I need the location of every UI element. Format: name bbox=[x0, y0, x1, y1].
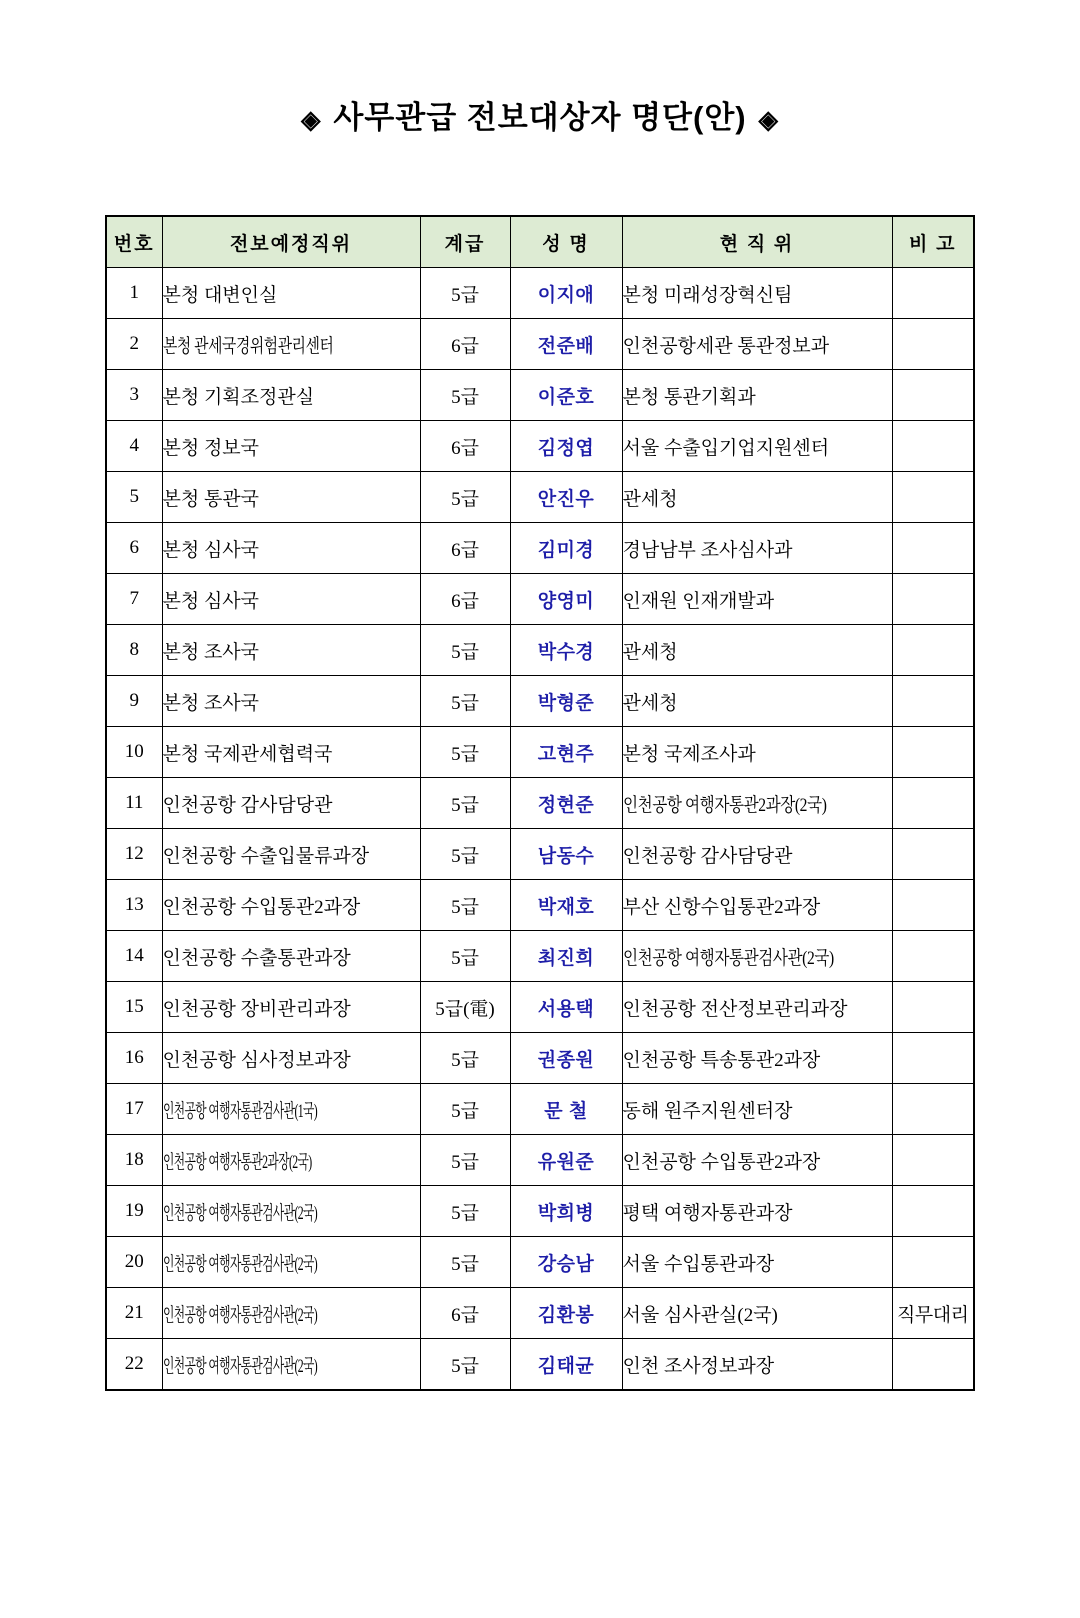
cell-no: 22 bbox=[106, 1339, 162, 1391]
cell-name: 이준호 bbox=[510, 370, 622, 421]
cell-name: 김정엽 bbox=[510, 421, 622, 472]
cell-current-position bbox=[622, 829, 892, 880]
cell-name: 문 철 bbox=[510, 1084, 622, 1135]
cell-name: 서용택 bbox=[510, 982, 622, 1033]
cell-name: 양영미 bbox=[510, 574, 622, 625]
cell-name: 김태균 bbox=[510, 1339, 622, 1391]
table-row bbox=[106, 982, 974, 1033]
cell-note bbox=[892, 370, 974, 421]
cell-position bbox=[162, 523, 420, 574]
roster-table-container bbox=[0, 215, 1080, 1391]
cell-current-position bbox=[622, 982, 892, 1033]
cell-position-text: 본청 국제관세협력국 bbox=[162, 743, 333, 765]
cell-current-position-text: 인천공항 수입통관2과장 bbox=[622, 1151, 821, 1173]
cell-name: 안진우 bbox=[510, 472, 622, 523]
cell-current-position-text: 인재원 인재개발과 bbox=[622, 590, 775, 612]
cell-current-position-text: 인천공항 전산정보관리과장 bbox=[622, 998, 848, 1020]
cell-note bbox=[892, 319, 974, 370]
cell-no: 15 bbox=[106, 982, 162, 1033]
cell-note bbox=[892, 421, 974, 472]
cell-current-position-text: 관세청 bbox=[622, 488, 678, 510]
table-row bbox=[106, 1033, 974, 1084]
column-header-note: 비 고 bbox=[892, 216, 974, 268]
cell-current-position bbox=[622, 727, 892, 778]
cell-current-position-text: 동해 원주지원센터장 bbox=[622, 1100, 793, 1122]
cell-position bbox=[162, 472, 420, 523]
table-row bbox=[106, 931, 974, 982]
cell-position-text: 인천공항 수출입물류과장 bbox=[162, 845, 370, 867]
cell-grade: 5급 bbox=[420, 1186, 510, 1237]
cell-note bbox=[892, 625, 974, 676]
cell-current-position-text: 서울 수입통관과장 bbox=[622, 1253, 775, 1275]
cell-note bbox=[892, 931, 974, 982]
cell-current-position bbox=[622, 1084, 892, 1135]
cell-name: 최진희 bbox=[510, 931, 622, 982]
cell-position-text: 인천공항 여행자통관검사관(2국) bbox=[162, 1253, 317, 1275]
cell-position bbox=[162, 1033, 420, 1084]
cell-note bbox=[892, 727, 974, 778]
table-body bbox=[106, 268, 974, 1391]
cell-no: 13 bbox=[106, 880, 162, 931]
cell-position bbox=[162, 1288, 420, 1339]
cell-grade: 6급 bbox=[420, 523, 510, 574]
cell-current-position-text: 부산 신항수입통관2과장 bbox=[622, 896, 821, 918]
cell-no: 3 bbox=[106, 370, 162, 421]
cell-name: 이지애 bbox=[510, 268, 622, 319]
page-title-text: 사무관급 전보대상자 명단(안) bbox=[333, 100, 747, 135]
cell-current-position-text: 서울 수출입기업지원센터 bbox=[622, 437, 830, 459]
cell-current-position-text: 인천공항 특송통관2과장 bbox=[622, 1049, 821, 1071]
cell-position-text: 인천공항 여행자통관검사관(2국) bbox=[162, 1304, 317, 1326]
cell-note bbox=[892, 1186, 974, 1237]
cell-position bbox=[162, 1084, 420, 1135]
table-row bbox=[106, 472, 974, 523]
cell-position bbox=[162, 1135, 420, 1186]
cell-current-position-text: 경남남부 조사심사과 bbox=[622, 539, 793, 561]
cell-note bbox=[892, 1084, 974, 1135]
cell-no: 7 bbox=[106, 574, 162, 625]
cell-position-text: 인천공항 감사담당관 bbox=[162, 794, 333, 816]
cell-position bbox=[162, 319, 420, 370]
cell-grade: 5급 bbox=[420, 370, 510, 421]
cell-note bbox=[892, 829, 974, 880]
cell-current-position bbox=[622, 1033, 892, 1084]
table-row bbox=[106, 676, 974, 727]
cell-grade: 6급 bbox=[420, 421, 510, 472]
cell-no: 8 bbox=[106, 625, 162, 676]
cell-position-text: 본청 정보국 bbox=[162, 437, 260, 459]
cell-no: 6 bbox=[106, 523, 162, 574]
cell-position-text: 본청 기획조정관실 bbox=[162, 386, 315, 408]
document-page bbox=[0, 92, 1080, 1618]
cell-position-text: 본청 조사국 bbox=[162, 641, 260, 663]
cell-current-position bbox=[622, 778, 892, 829]
cell-current-position-text: 서울 심사관실(2국) bbox=[622, 1304, 778, 1326]
cell-grade: 5급 bbox=[420, 778, 510, 829]
cell-name: 김환봉 bbox=[510, 1288, 622, 1339]
column-header-position: 전보예정직위 bbox=[162, 216, 420, 268]
cell-no: 14 bbox=[106, 931, 162, 982]
table-row bbox=[106, 1186, 974, 1237]
column-header-grade: 계급 bbox=[420, 216, 510, 268]
cell-current-position bbox=[622, 574, 892, 625]
cell-name: 박재호 bbox=[510, 880, 622, 931]
cell-name: 유원준 bbox=[510, 1135, 622, 1186]
cell-no: 1 bbox=[106, 268, 162, 319]
cell-position bbox=[162, 982, 420, 1033]
cell-current-position-text: 본청 미래성장혁신팀 bbox=[622, 284, 793, 306]
cell-note bbox=[892, 472, 974, 523]
table-row bbox=[106, 370, 974, 421]
cell-note bbox=[892, 778, 974, 829]
diamond-left-icon: ◈ bbox=[301, 105, 322, 134]
cell-name: 강승남 bbox=[510, 1237, 622, 1288]
cell-no: 10 bbox=[106, 727, 162, 778]
cell-grade: 6급 bbox=[420, 1288, 510, 1339]
table-row bbox=[106, 625, 974, 676]
table-row bbox=[106, 1237, 974, 1288]
cell-position-text: 인천공항 여행자통관2과장(2국) bbox=[162, 1151, 312, 1173]
cell-position-text: 본청 대변인실 bbox=[162, 284, 278, 306]
cell-position bbox=[162, 880, 420, 931]
cell-note bbox=[892, 1135, 974, 1186]
cell-current-position bbox=[622, 1237, 892, 1288]
cell-current-position bbox=[622, 472, 892, 523]
diamond-right-icon: ◈ bbox=[758, 105, 779, 134]
table-row bbox=[106, 574, 974, 625]
cell-position bbox=[162, 727, 420, 778]
cell-name: 김미경 bbox=[510, 523, 622, 574]
cell-position-text: 인천공항 수입통관2과장 bbox=[162, 896, 361, 918]
cell-position-text: 본청 심사국 bbox=[162, 539, 260, 561]
table-row bbox=[106, 829, 974, 880]
table-row bbox=[106, 1135, 974, 1186]
cell-position bbox=[162, 421, 420, 472]
cell-current-position bbox=[622, 1339, 892, 1391]
cell-grade: 5급 bbox=[420, 625, 510, 676]
cell-name: 박형준 bbox=[510, 676, 622, 727]
cell-grade: 5급 bbox=[420, 829, 510, 880]
cell-note bbox=[892, 676, 974, 727]
cell-position bbox=[162, 829, 420, 880]
table-row bbox=[106, 1288, 974, 1339]
table-header bbox=[106, 216, 974, 268]
cell-current-position bbox=[622, 1288, 892, 1339]
cell-position bbox=[162, 625, 420, 676]
table-row bbox=[106, 778, 974, 829]
cell-position-text: 인천공항 수출통관과장 bbox=[162, 947, 351, 969]
cell-current-position bbox=[622, 931, 892, 982]
column-header-current: 현 직 위 bbox=[622, 216, 892, 268]
table-header-row bbox=[106, 216, 974, 268]
cell-current-position bbox=[622, 676, 892, 727]
cell-no: 9 bbox=[106, 676, 162, 727]
cell-no: 18 bbox=[106, 1135, 162, 1186]
cell-position bbox=[162, 1237, 420, 1288]
cell-grade: 5급 bbox=[420, 727, 510, 778]
table-row bbox=[106, 1339, 974, 1391]
cell-grade: 5급 bbox=[420, 1135, 510, 1186]
cell-grade: 5급 bbox=[420, 268, 510, 319]
cell-position bbox=[162, 268, 420, 319]
cell-current-position-text: 인천공항 여행자통관검사관(2국) bbox=[622, 947, 834, 969]
cell-current-position bbox=[622, 880, 892, 931]
cell-position bbox=[162, 1186, 420, 1237]
cell-position-text: 인천공항 여행자통관검사관(2국) bbox=[162, 1355, 317, 1377]
table-row bbox=[106, 880, 974, 931]
cell-note bbox=[892, 1033, 974, 1084]
cell-current-position bbox=[622, 370, 892, 421]
cell-grade: 5급 bbox=[420, 676, 510, 727]
cell-no: 17 bbox=[106, 1084, 162, 1135]
cell-current-position-text: 인천공항 여행자통관2과장(2국) bbox=[622, 794, 826, 816]
cell-position bbox=[162, 1339, 420, 1391]
cell-no: 2 bbox=[106, 319, 162, 370]
cell-position-text: 인천공항 여행자통관검사관(2국) bbox=[162, 1202, 317, 1224]
cell-current-position-text: 평택 여행자통관과장 bbox=[622, 1202, 793, 1224]
cell-position bbox=[162, 931, 420, 982]
cell-grade: 5급 bbox=[420, 1084, 510, 1135]
cell-grade: 5급 bbox=[420, 931, 510, 982]
table-row bbox=[106, 727, 974, 778]
cell-current-position bbox=[622, 268, 892, 319]
table-row bbox=[106, 523, 974, 574]
cell-no: 21 bbox=[106, 1288, 162, 1339]
cell-position bbox=[162, 676, 420, 727]
cell-note: 직무대리 bbox=[892, 1288, 974, 1339]
cell-note bbox=[892, 523, 974, 574]
cell-no: 4 bbox=[106, 421, 162, 472]
cell-current-position-text: 관세청 bbox=[622, 641, 678, 663]
cell-no: 11 bbox=[106, 778, 162, 829]
cell-current-position-text: 인천공항 감사담당관 bbox=[622, 845, 793, 867]
cell-grade: 6급 bbox=[420, 574, 510, 625]
cell-current-position bbox=[622, 1186, 892, 1237]
cell-grade: 5급 bbox=[420, 472, 510, 523]
cell-name: 박수경 bbox=[510, 625, 622, 676]
cell-name: 정현준 bbox=[510, 778, 622, 829]
cell-position-text: 본청 통관국 bbox=[162, 488, 260, 510]
cell-current-position bbox=[622, 523, 892, 574]
cell-no: 16 bbox=[106, 1033, 162, 1084]
cell-no: 19 bbox=[106, 1186, 162, 1237]
cell-position-text: 본청 관세국경위험관리센터 bbox=[162, 335, 333, 357]
cell-grade: 5급 bbox=[420, 1033, 510, 1084]
cell-position-text: 본청 조사국 bbox=[162, 692, 260, 714]
cell-name: 고현주 bbox=[510, 727, 622, 778]
cell-note bbox=[892, 268, 974, 319]
cell-grade: 5급 bbox=[420, 1237, 510, 1288]
table-row bbox=[106, 1084, 974, 1135]
column-header-name: 성 명 bbox=[510, 216, 622, 268]
cell-note bbox=[892, 982, 974, 1033]
cell-position bbox=[162, 370, 420, 421]
cell-position bbox=[162, 574, 420, 625]
cell-current-position-text: 인천 조사정보과장 bbox=[622, 1355, 775, 1377]
cell-current-position bbox=[622, 421, 892, 472]
cell-note bbox=[892, 1339, 974, 1391]
table-row bbox=[106, 268, 974, 319]
cell-grade: 5급 bbox=[420, 880, 510, 931]
cell-no: 5 bbox=[106, 472, 162, 523]
page-title bbox=[0, 92, 1080, 137]
cell-current-position bbox=[622, 319, 892, 370]
cell-current-position bbox=[622, 625, 892, 676]
cell-no: 12 bbox=[106, 829, 162, 880]
table-row bbox=[106, 421, 974, 472]
cell-no: 20 bbox=[106, 1237, 162, 1288]
cell-position-text: 인천공항 여행자통관검사관(1국) bbox=[162, 1100, 317, 1122]
cell-grade: 5급(電) bbox=[420, 982, 510, 1033]
cell-name: 박희병 bbox=[510, 1186, 622, 1237]
cell-current-position-text: 본청 통관기획과 bbox=[622, 386, 756, 408]
cell-note bbox=[892, 880, 974, 931]
table-row bbox=[106, 319, 974, 370]
cell-position-text: 본청 심사국 bbox=[162, 590, 260, 612]
cell-name: 전준배 bbox=[510, 319, 622, 370]
cell-current-position bbox=[622, 1135, 892, 1186]
cell-position-text: 인천공항 심사정보과장 bbox=[162, 1049, 351, 1071]
roster-table bbox=[105, 215, 975, 1391]
cell-position bbox=[162, 778, 420, 829]
cell-current-position-text: 관세청 bbox=[622, 692, 678, 714]
cell-current-position-text: 본청 국제조사과 bbox=[622, 743, 756, 765]
cell-note bbox=[892, 574, 974, 625]
cell-position-text: 인천공항 장비관리과장 bbox=[162, 998, 351, 1020]
cell-grade: 5급 bbox=[420, 1339, 510, 1391]
cell-current-position-text: 인천공항세관 통관정보과 bbox=[622, 335, 830, 357]
cell-name: 남동수 bbox=[510, 829, 622, 880]
cell-name: 권종원 bbox=[510, 1033, 622, 1084]
cell-note bbox=[892, 1237, 974, 1288]
cell-grade: 6급 bbox=[420, 319, 510, 370]
column-header-no: 번호 bbox=[106, 216, 162, 268]
